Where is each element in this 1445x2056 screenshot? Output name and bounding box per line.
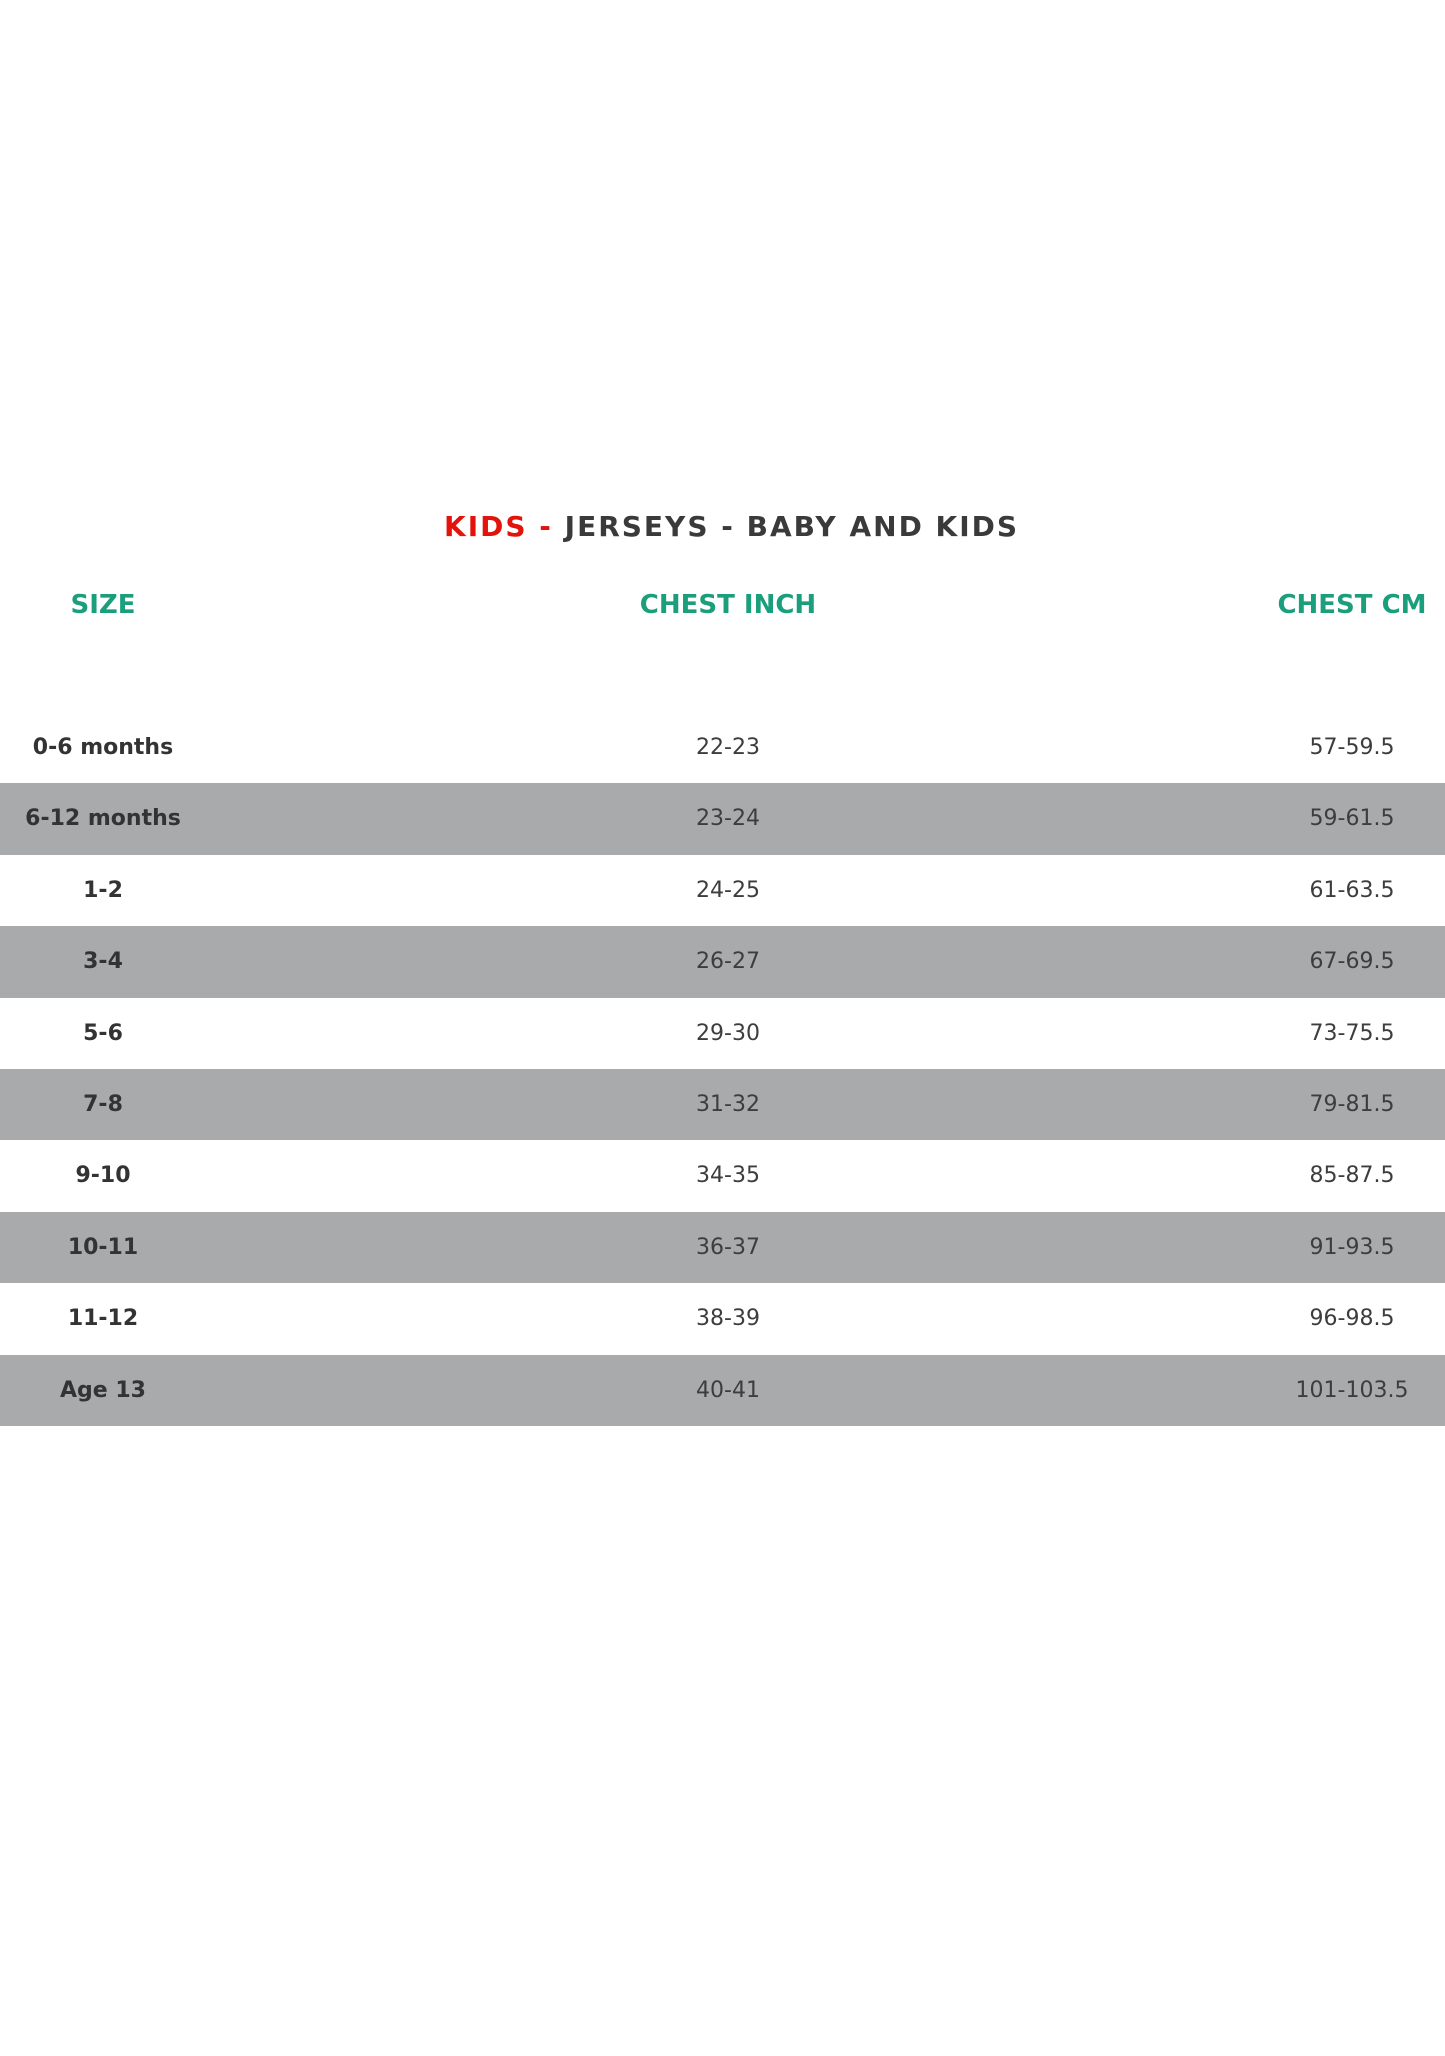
- cell-chest-cm: 57-59.5: [1309, 735, 1395, 760]
- column-header-chest-cm: CHEST CM: [1277, 590, 1427, 620]
- cell-size: 5-6: [83, 1020, 123, 1046]
- title-kids: KIDS: [444, 510, 528, 543]
- cell-chest-cm: 85-87.5: [1309, 1163, 1395, 1189]
- table-header: [0, 583, 1445, 627]
- column-header-chest-inch: CHEST INCH: [639, 590, 817, 620]
- cell-chest-cm: 79-81.5: [1309, 1091, 1395, 1117]
- table-row: [0, 998, 1445, 1069]
- table-row: [0, 1355, 1445, 1426]
- page-title: [0, 505, 1445, 549]
- title-rest: JERSEYS - BABY AND KIDS: [564, 510, 1020, 543]
- table-row: [0, 783, 1445, 854]
- cell-chest-cm: 73-75.5: [1309, 1020, 1395, 1046]
- cell-size: 10-11: [67, 1234, 139, 1260]
- cell-chest-inch: 23-24: [696, 806, 760, 832]
- table-row: [0, 1283, 1445, 1354]
- cell-size: Age 13: [60, 1377, 146, 1403]
- table-row: [0, 1140, 1445, 1211]
- size-table: [0, 712, 1445, 1426]
- table-row: [0, 926, 1445, 997]
- cell-size: 3-4: [83, 949, 123, 975]
- cell-size: 11-12: [67, 1306, 139, 1332]
- table-row: [0, 1212, 1445, 1283]
- cell-chest-cm: 67-69.5: [1309, 949, 1395, 975]
- cell-chest-inch: 36-37: [696, 1234, 760, 1260]
- table-row: [0, 1069, 1445, 1140]
- cell-size: 7-8: [83, 1091, 123, 1117]
- cell-chest-inch: 29-30: [696, 1020, 760, 1046]
- cell-size: 9-10: [75, 1163, 131, 1189]
- cell-chest-inch: 24-25: [696, 877, 760, 903]
- cell-chest-cm: 96-98.5: [1309, 1306, 1395, 1332]
- cell-chest-inch: 31-32: [696, 1091, 760, 1117]
- table-row: [0, 855, 1445, 926]
- cell-chest-inch: 22-23: [696, 735, 760, 760]
- cell-size: 6-12 months: [25, 806, 181, 832]
- cell-size: 0-6 months: [32, 735, 174, 760]
- cell-chest-inch: 26-27: [696, 949, 760, 975]
- cell-chest-inch: 34-35: [696, 1163, 760, 1189]
- table-row: [0, 712, 1445, 783]
- cell-chest-cm: 91-93.5: [1309, 1234, 1395, 1260]
- cell-chest-inch: 40-41: [696, 1377, 760, 1403]
- cell-chest-cm: 101-103.5: [1295, 1377, 1409, 1403]
- title-separator: -: [527, 510, 565, 543]
- cell-chest-cm: 61-63.5: [1309, 877, 1395, 903]
- cell-chest-inch: 38-39: [696, 1306, 760, 1332]
- cell-chest-cm: 59-61.5: [1309, 806, 1395, 832]
- cell-size: 1-2: [83, 877, 123, 903]
- column-header-size: SIZE: [70, 590, 136, 620]
